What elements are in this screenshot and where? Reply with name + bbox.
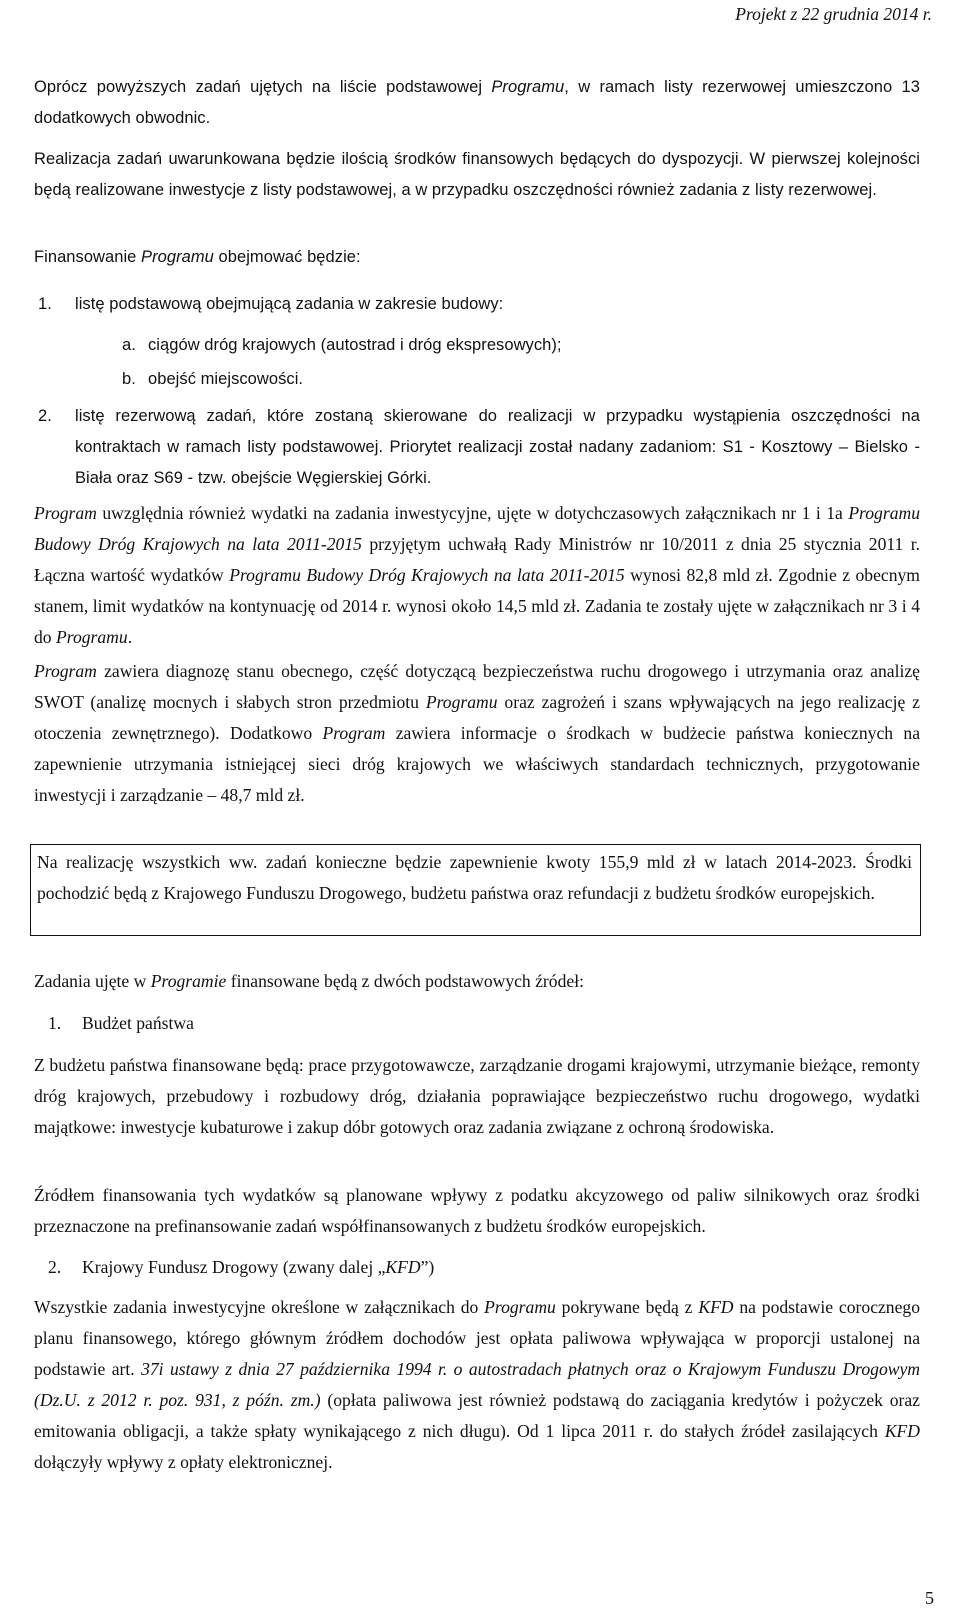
paragraph-program-diagnosis: Program zawiera diagnozę stanu obecnego, część dotyczącą bezpieczeństwa ruchu drogowego i utrzymania oraz analizę SWOT (analizę mocnych i słabych stron przedmiotu Programu oraz zagrożeń i szans wpływających na jego realizację z otoczenia zewnętrznego). Dodatkowo Program zawiera informacje o środkach w budżecie państwa koniecznych na zapewnienie utrzymania istniejącej sieci dróg krajowych we właściwych standardach technicznych, przygotowanie inwestycji i zarządzanie – 48,7 mld zł.	[34, 661, 920, 805]
sublist-item-expressways: ciągów dróg krajowych (autostrad i dróg ekspresowych);	[148, 336, 562, 354]
list-item-basic-list: listę podstawową obejmującą zadania w zakresie budowy:	[75, 295, 504, 313]
paragraph-funding-sources-intro: Zadania ujęte w Programie finansowane będą z dwóch podstawowych źródeł:	[34, 971, 584, 991]
paragraph-state-budget-scope: Z budżetu państwa finansowane będą: prace przygotowawcze, zarządzanie drogami krajowymi, utrzymanie bieżące, remonty dróg krajowych, przebudowy i rozbudowy dróg, działania poprawiające bezpieczeństwo ruchu drogowego, wydatki majątkowe: inwestycje kubaturowe i zakup dóbr gotowych oraz zadania związane z ochroną środowiska.	[34, 1055, 920, 1137]
boxed-funding-summary	[30, 844, 921, 936]
list-item-number: 2.	[38, 407, 52, 425]
paragraph-funding-conditions: Realizacja zadań uwarunkowana będzie ilością środków finansowych będących do dyspozycji. W pierwszej kolejności będą realizowane inwestycje z listy podstawowej, a w przypadku oszczędności również zadania z listy rezerwowej.	[34, 150, 920, 199]
sublist-item-letter: b.	[122, 370, 136, 388]
source-heading-kfd: Krajowy Fundusz Drogowy (zwany dalej „KFD”)	[82, 1257, 435, 1277]
source-number: 2.	[48, 1257, 62, 1277]
paragraph-prior-program-expenses: Program uwzględnia również wydatki na zadania inwestycyjne, ujęte w dotychczasowych załącznikach nr 1 i 1a Programu Budowy Dróg Krajowych na lata 2011-2015 przyjętym uchwałą Rady Ministrów nr 10/2011 z dnia 25 stycznia 2011 r. Łączna wartość wydatków Programu Budowy Dróg Krajowych na lata 2011-2015 wynosi 82,8 mld zł. Zgodnie z obecnym stanem, limit wydatków na kontynuację od 2014 r. wynosi około 14,5 mld zł. Zadania te zostały ujęte w załącznikach nr 3 i 4 do Programu.	[34, 503, 920, 647]
list-item-number: 1.	[38, 295, 52, 313]
source-number: 1.	[48, 1013, 62, 1033]
list-item-reserve-list: listę rezerwową zadań, które zostaną skierowane do realizacji w przypadku wystąpienia oszczędności na kontraktach w ramach listy podstawowej. Priorytet realizacji został nadany zadaniom: S1 - Kosztowy – Bielsko -Biała oraz S69 - tzw. obejście Węgierskiej Górki.	[75, 407, 920, 487]
sublist-item-bypasses: obejść miejscowości.	[148, 370, 304, 388]
boxed-summary-text: Na realizację wszystkich ww. zadań konieczne będzie zapewnienie kwoty 155,9 mld zł w latach 2014-2023. Środki pochodzić będą z Krajowego Funduszu Drogowego, budżetu państwa oraz refundacji z budżetu środków europejskich.	[37, 852, 912, 903]
page-number: 5	[925, 1588, 934, 1608]
paragraph-excise-revenue: Źródłem finansowania tych wydatków są planowane wpływy z podatku akcyzowego od paliw silnikowych oraz środki przeznaczone na prefinansowanie zadań współfinansowanych z budżetu środków europejskich.	[34, 1185, 920, 1236]
sublist-item-letter: a.	[122, 336, 136, 354]
paragraph-kfd-financing: Wszystkie zadania inwestycyjne określone w załącznikach do Programu pokrywane będą z KFD na podstawie corocznego planu finansowego, którego głównym źródłem dochodów jest opłata paliwowa wpływająca w proporcji ustalonej na podstawie art. 37i ustawy z dnia 27 października 1994 r. o autostradach płatnych oraz o Krajowym Funduszu Drogowym (Dz.U. z 2012 r. poz. 931, z późn. zm.) (opłata paliwowa jest również podstawą do zaciągania kredytów i pożyczek oraz emitowania obligacji, a także spłaty wynikającego z nich długu). Od 1 lipca 2011 r. do stałych źródeł zasilających KFD dołączyły wpływy z opłaty elektronicznej.	[34, 1297, 921, 1472]
source-heading-state-budget: Budżet państwa	[82, 1013, 194, 1033]
document-header-date: Projekt z 22 grudnia 2014 r.	[735, 4, 932, 24]
paragraph-additional-bypasses: Oprócz powyższych zadań ujętych na liście podstawowej Programu, w ramach listy rezerwowej umieszczono 13 dodatkowych obwodnic.	[34, 78, 920, 127]
paragraph-financing-intro: Finansowanie Programu obejmować będzie:	[34, 248, 361, 266]
